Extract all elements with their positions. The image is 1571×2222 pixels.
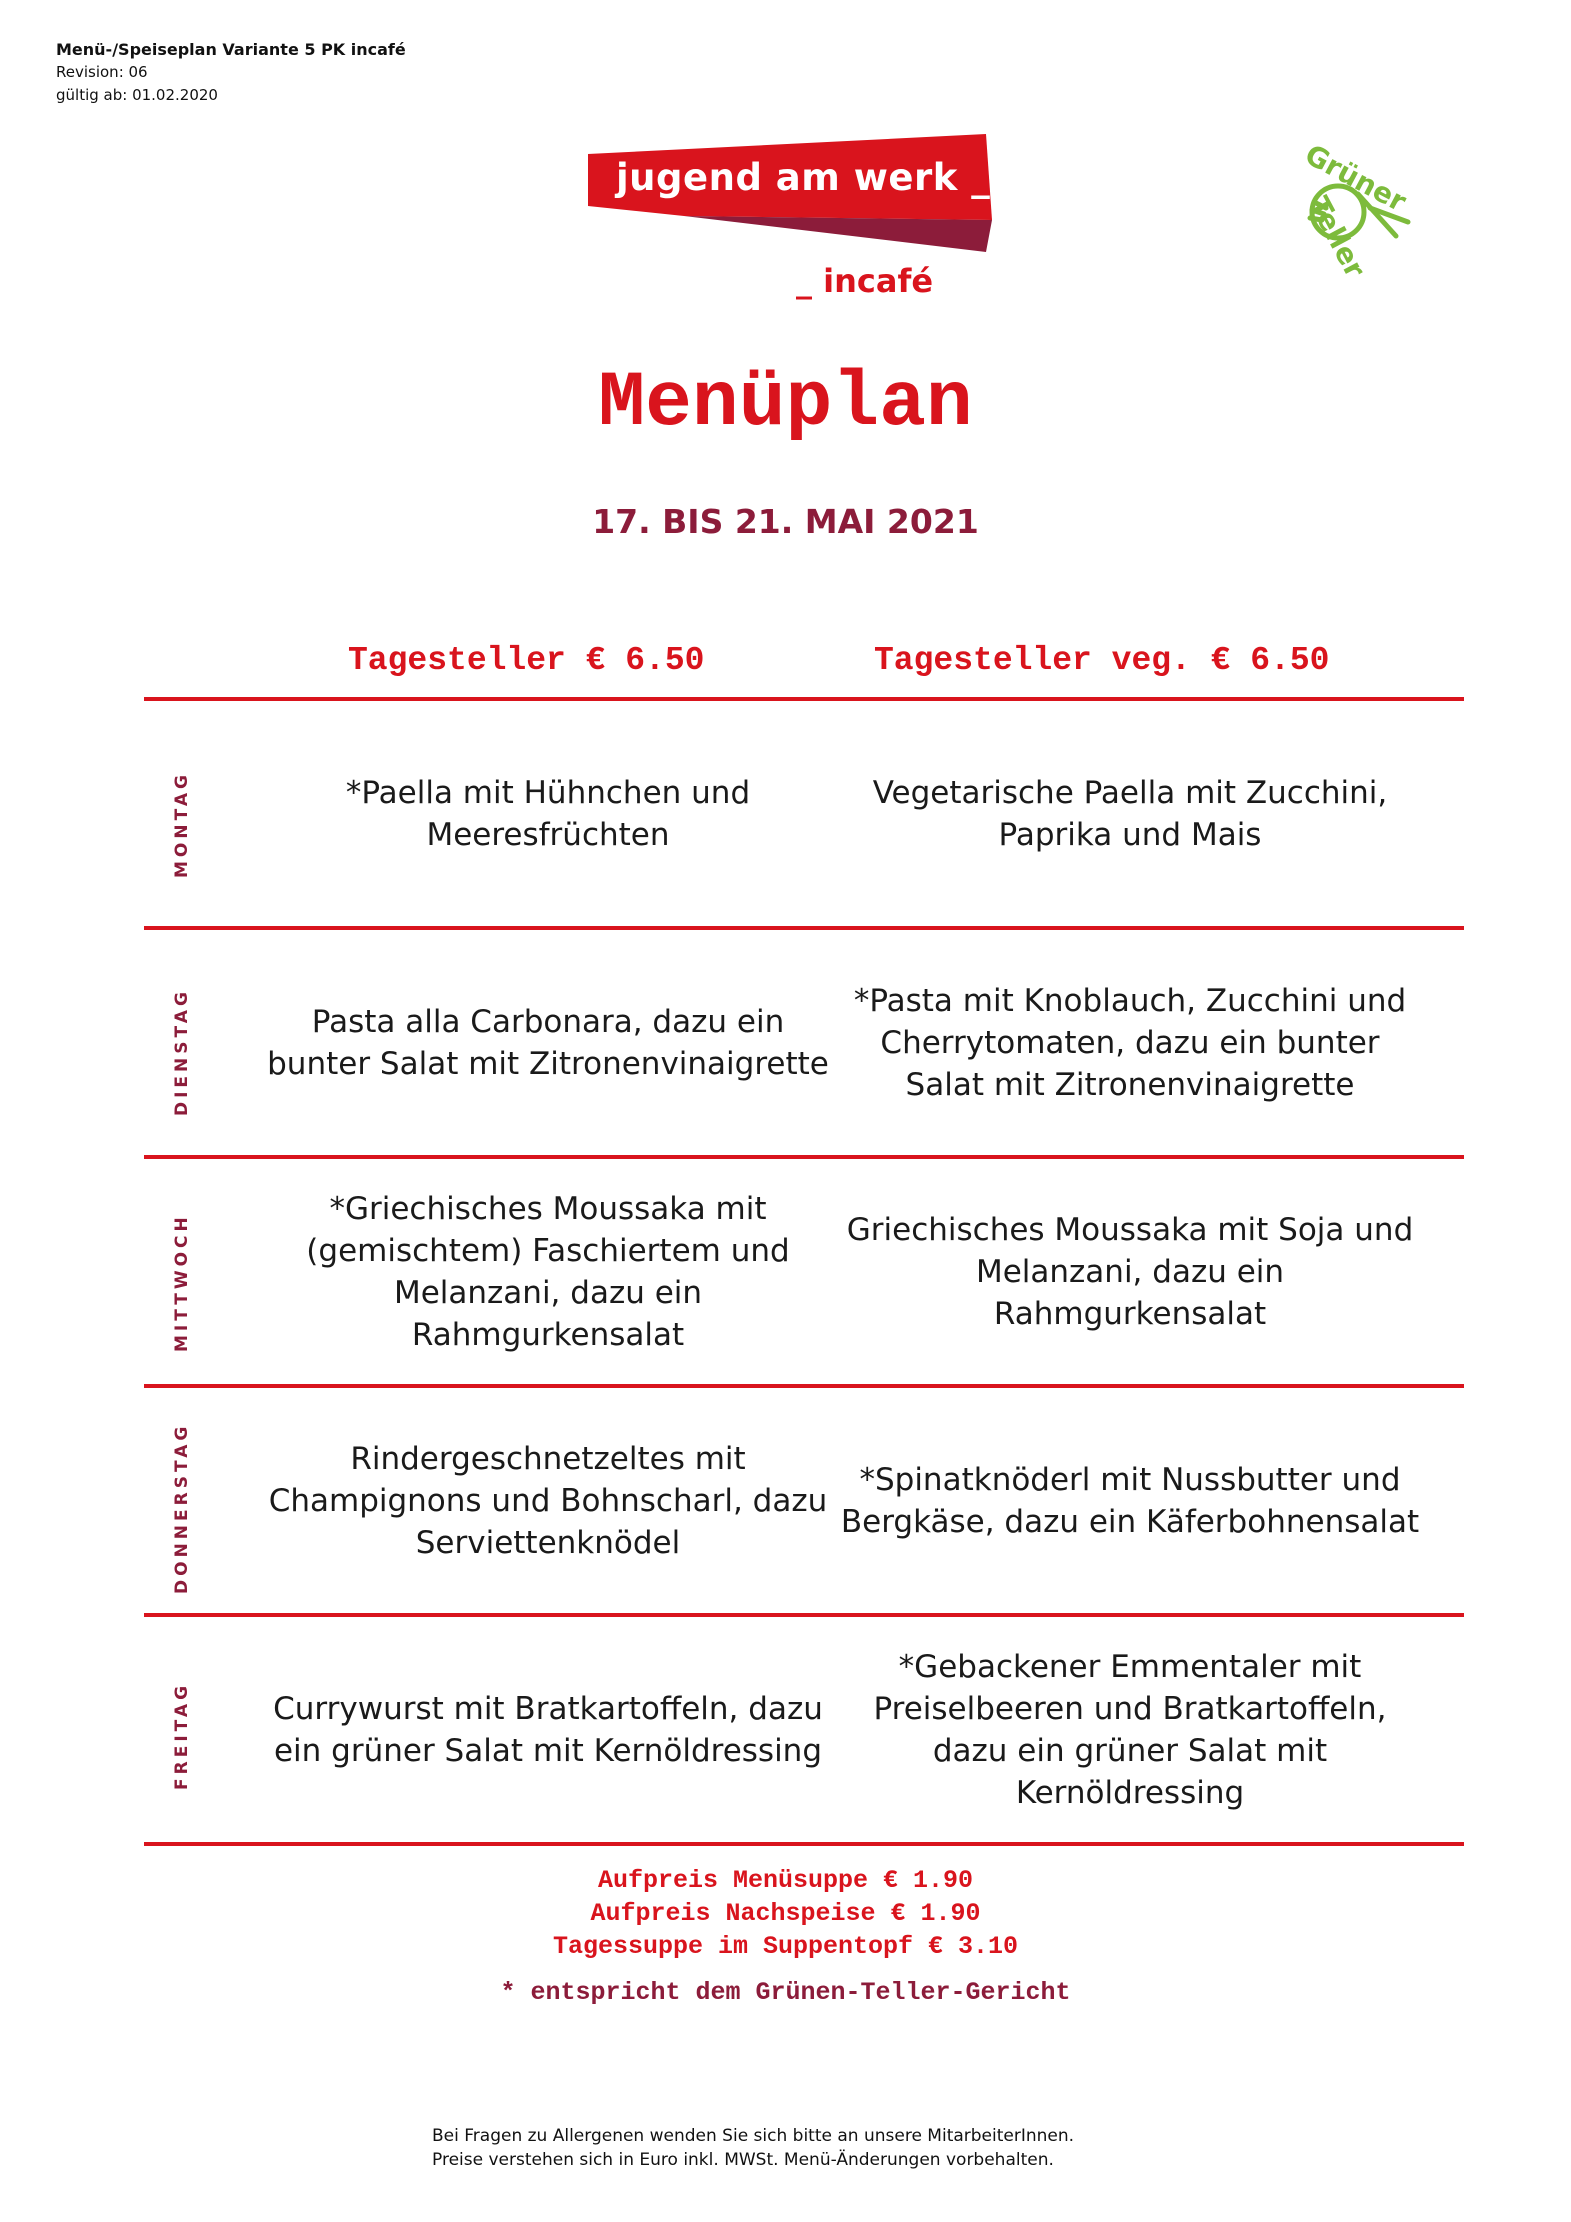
dish-tuesday-veg: *Pasta mit Knoblauch, Zucchini und Cherrytomaten, dazu ein bunter Salat mit Zitronenvinaigrette — [853, 982, 1407, 1103]
dish-thursday-veg: *Spinatknöderl mit Nussbutter und Bergkäse, dazu ein Käferbohnensalat — [840, 1461, 1420, 1540]
jugend-am-werk-logo — [588, 132, 1000, 300]
page-title: Menüplan — [598, 360, 973, 448]
column-header-veg: Tagesteller veg. € 6.50 — [874, 642, 1330, 679]
document-valid-from: gültig ab: 01.02.2020 — [56, 86, 218, 104]
day-label-friday: FREITAG — [172, 1681, 192, 1790]
badge-text-bottom: Teller — [1302, 191, 1372, 276]
dish-tuesday-regular: Pasta alla Carbonara, dazu ein bunter Salat mit Zitronenvinaigrette — [267, 1003, 829, 1082]
dish-friday-veg: *Gebackener Emmentaler mit Preiselbeeren und Bratkartoffeln, dazu ein grüner Salat mit Kernöldressing — [873, 1648, 1387, 1811]
extra-item-menuesuppe: Aufpreis Menüsuppe € 1.90 — [597, 1866, 974, 1895]
document-revision: Revision: 06 — [56, 63, 148, 81]
day-label-monday: MONTAG — [172, 771, 192, 878]
dish-wednesday-regular: *Griechisches Moussaka mit (gemischtem) Faschiertem und Melanzani, dazu ein Rahmgurkensalat — [306, 1190, 790, 1353]
gruener-teller-footnote: * entspricht dem Grünen-Teller-Gericht — [500, 1978, 1071, 2007]
dish-monday-veg: Vegetarische Paella mit Zucchini, Paprika und Mais — [872, 774, 1388, 853]
extra-item-tagessuppe: Tagessuppe im Suppentopf € 3.10 — [552, 1932, 1019, 1961]
document-title: Menü-/Speiseplan Variante 5 PK incafé — [56, 40, 406, 59]
day-label-thursday: DONNERSTAG — [172, 1422, 192, 1594]
page-footer — [432, 2124, 1074, 2172]
document-meta — [56, 38, 406, 107]
gruener-teller-badge — [1262, 136, 1422, 276]
footer-price-note: Preise verstehen sich in Euro inkl. MWSt. Menü-Änderungen vorbehalten. — [432, 2150, 1054, 2170]
dish-thursday-regular: Rindergeschnetzeltes mit Champignons und Bohnscharl, dazu Serviettenknödel — [268, 1440, 828, 1561]
table-rule — [144, 1842, 1464, 1846]
gruener-teller-icon — [1262, 136, 1422, 276]
price-extras — [0, 1864, 1571, 1963]
column-header-regular: Tagesteller € 6.50 — [348, 642, 705, 679]
logo-brand-text: jugend am werk _ — [616, 156, 991, 199]
dish-monday-regular: *Paella mit Hühnchen und Meeresfrüchten — [345, 774, 751, 853]
date-range: 17. BIS 21. MAI 2021 — [592, 502, 979, 541]
badge-text-top: Grüner — [1299, 137, 1412, 219]
logo-incafe-text: _ incafé — [796, 262, 934, 300]
extra-item-nachspeise: Aufpreis Nachspeise € 1.90 — [590, 1899, 981, 1928]
day-label-tuesday: DIENSTAG — [172, 988, 192, 1116]
dish-wednesday-veg: Griechisches Moussaka mit Soja und Melanzani, dazu ein Rahmgurkensalat — [846, 1211, 1414, 1332]
dish-friday-regular: Currywurst mit Bratkartoffeln, dazu ein grüner Salat mit Kernöldressing — [273, 1690, 823, 1769]
footer-allergen-note: Bei Fragen zu Allergenen wenden Sie sich bitte an unsere MitarbeiterInnen. — [432, 2126, 1075, 2146]
day-label-wednesday: MITTWOCH — [172, 1213, 192, 1352]
